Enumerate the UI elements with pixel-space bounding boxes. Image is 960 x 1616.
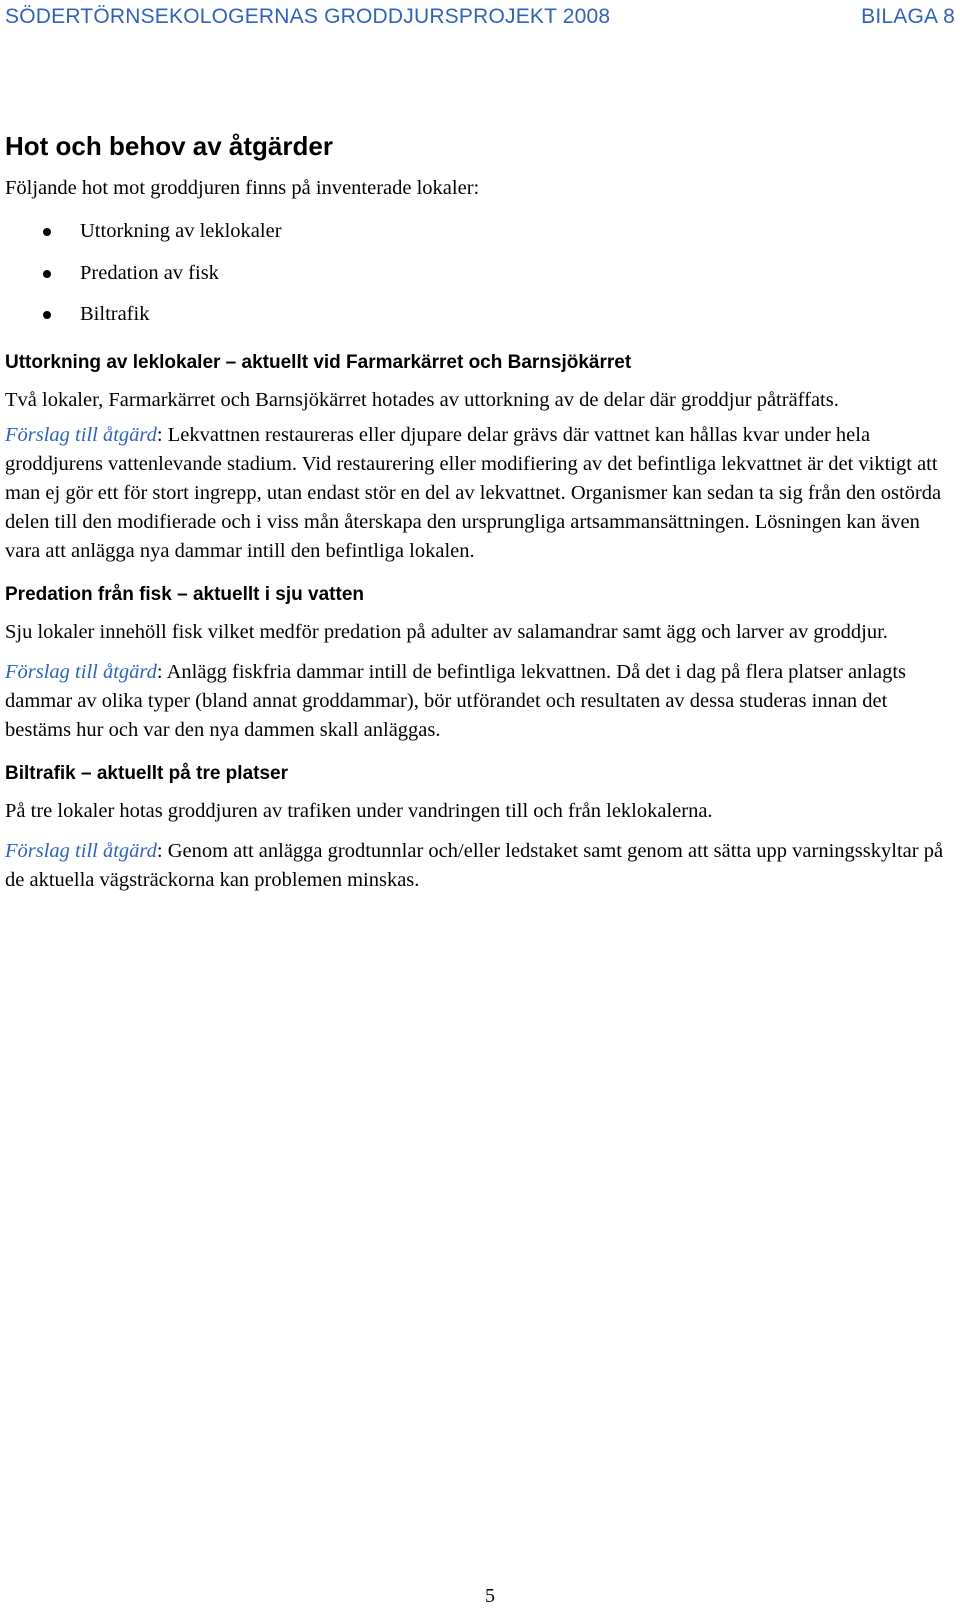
- header-project-title: SÖDERTÖRNSEKOLOGERNAS GRODDJURSPROJEKT 2008: [5, 5, 611, 28]
- list-item: [5, 253, 955, 295]
- section-paragraph-drying: Två lokaler, Farmarkärret och Barnsjökärret hotades av uttorkning av de delar där groddjur påträffats.: [5, 388, 839, 411]
- suggestion-text: : Genom att anlägga grodtunnlar och/eller ledstaket samt genom att sätta upp varningsskyltar på de aktuella vägsträckorna kan problemen minskas.: [5, 839, 944, 891]
- list-item: [5, 211, 955, 253]
- intro-paragraph: Följande hot mot groddjuren finns på inventerade lokaler:: [5, 177, 480, 199]
- suggestion-paragraph-drying: [5, 421, 955, 566]
- threat-label: Predation av fisk: [80, 261, 219, 284]
- suggestion-label: Förslag till åtgärd: [5, 423, 157, 446]
- suggestion-label: Förslag till åtgärd: [5, 660, 157, 683]
- bullet-icon: [43, 270, 51, 278]
- page-title: Hot och behov av åtgärder: [5, 131, 333, 161]
- page-header: [5, 2, 955, 32]
- section-paragraph-traffic: På tre lokaler hotas groddjuren av trafiken under vandringen till och från leklokalerna.: [5, 799, 713, 822]
- header-appendix-label: BILAGA 8: [861, 5, 955, 28]
- suggestion-text: : Anlägg fiskfria dammar intill de befintliga lekvattnen. Då det i dag på flera platser anlagts dammar av olika typer (bland annat groddammar), bör utförandet och resultaten av dessa studeras innan det bestäms hur och var den nya dammen skall anläggas.: [5, 660, 907, 741]
- list-item: [5, 294, 955, 336]
- page-number: 5: [485, 1585, 495, 1607]
- section-heading-fish: Predation från fisk – aktuellt i sju vatten: [5, 583, 364, 605]
- threat-list: [5, 211, 955, 336]
- threat-label: Uttorkning av leklokaler: [80, 220, 282, 242]
- suggestion-label: Förslag till åtgärd: [5, 839, 157, 862]
- suggestion-paragraph-fish: [5, 658, 955, 745]
- bullet-icon: [43, 228, 51, 236]
- section-heading-traffic: Biltrafik – aktuellt på tre platser: [5, 762, 288, 784]
- section-paragraph-fish: Sju lokaler innehöll fisk vilket medför predation på adulter av salamandrar samt ägg och larver av groddjur.: [5, 620, 888, 643]
- suggestion-text: : Lekvattnen restaureras eller djupare delar grävs där vattnet kan hållas kvar under hela groddjurens vattenlevande stadium. Vid restaurering eller modifiering av det befintliga lekvattnet är det viktigt att man ej gör ett för stort ingrepp, utan endast stör en del av lekvattnet. Organismer kan sedan ta sig från den ostörda delen till den modifierade och i viss mån återskapa den ursprungliga artsammansättningen. Lösningen kan även vara att anlägga nya dammar intill den befintliga lokalen.: [5, 423, 942, 562]
- section-heading-drying: Uttorkning av leklokaler – aktuellt vid Farmarkärret och Barnsjökärret: [5, 351, 632, 373]
- main-content: [5, 126, 955, 895]
- suggestion-paragraph-traffic: [5, 837, 955, 895]
- bullet-icon: [43, 311, 51, 319]
- threat-label: Biltrafik: [80, 303, 150, 325]
